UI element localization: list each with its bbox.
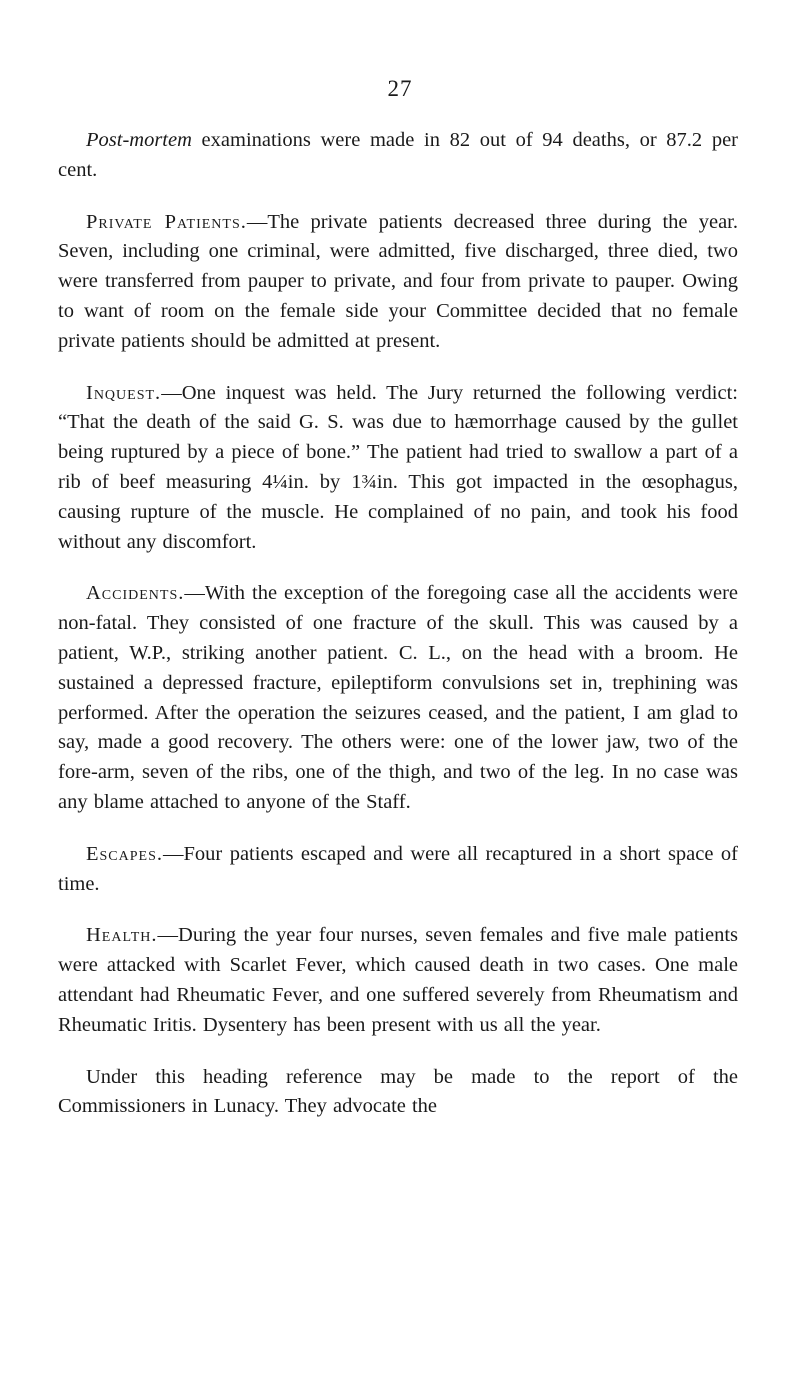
paragraph-text: —With the exception of the foregoing case all the accidents were non-fatal. They consisted of one fracture of the skull. This was caused by a patient, W.P., striking another patient. C. L., on the head with a broom. He sustained a depressed fracture, epileptiform convulsions set in, trephining was performed. After the operation the seizures ceased, and the patient, I am glad to say, made a good recovery. The others were: one of the lower jaw, two of the fore-arm, seven of the ribs, one of the thigh, and two of the leg. In no case was any blame attached to anyone of the Staff.: [58, 582, 738, 813]
paragraph-text: —During the year four nurses, seven females and five male patients were attacked with Scarlet Fever, which caused death in two cases. One male attendant had Rheumatic Fever, and one suffered severely from Rheumatism and Rheumatic Iritis. Dysentery has been present with us all the year.: [58, 924, 738, 1036]
section-heading-health: Health.: [86, 924, 158, 947]
paragraph-lead: Post-mortem: [86, 129, 192, 151]
page-number: 27: [387, 76, 413, 101]
paragraph-text: —One inquest was held. The Jury returned the following verdict: “That the death of the said G. S. was due to hæmorrhage caused by the gullet being ruptured by a piece of bone.” The patient had tried to swallow a part of a rib of beef measuring 4¼in. by 1¾in. This got impacted in the œsophagus, causing rupture of the muscle. He complained of no pain, and took his food without any discomfort.: [58, 381, 738, 553]
paragraph-text: examinations were made in 82 out of 94 deaths, or 87.2 per cent.: [58, 129, 738, 181]
section-heading-escapes: Escapes.: [86, 842, 164, 865]
section-heading-inquest: Inquest.: [86, 381, 162, 404]
paragraph-private-patients: [58, 208, 738, 357]
paragraph-commissioners: [58, 1063, 738, 1123]
section-heading-accidents: Accidents.: [86, 582, 185, 605]
paragraph-escapes: [58, 840, 738, 900]
paragraph-text: Under this heading reference may be made to the report of the Commissioners in Lunacy. They advocate the: [58, 1065, 738, 1118]
paragraph-health: [58, 921, 738, 1040]
paragraph-post-mortem: [58, 126, 738, 186]
paragraph-inquest: [58, 379, 738, 558]
paragraph-text: —The private patients decreased three during the year. Seven, including one criminal, were admitted, five discharged, three died, two were transferred from pauper to private, and four from private to pauper. Owing to want of room on the female side your Committee decided that no female private patients should be admitted at present.: [58, 210, 739, 352]
paragraph-text: —Four patients escaped and were all recaptured in a short space of time.: [58, 842, 738, 895]
paragraph-accidents: [58, 579, 738, 817]
section-heading-private-patients: Private Patients.: [86, 210, 247, 233]
body-text: [58, 126, 738, 1122]
